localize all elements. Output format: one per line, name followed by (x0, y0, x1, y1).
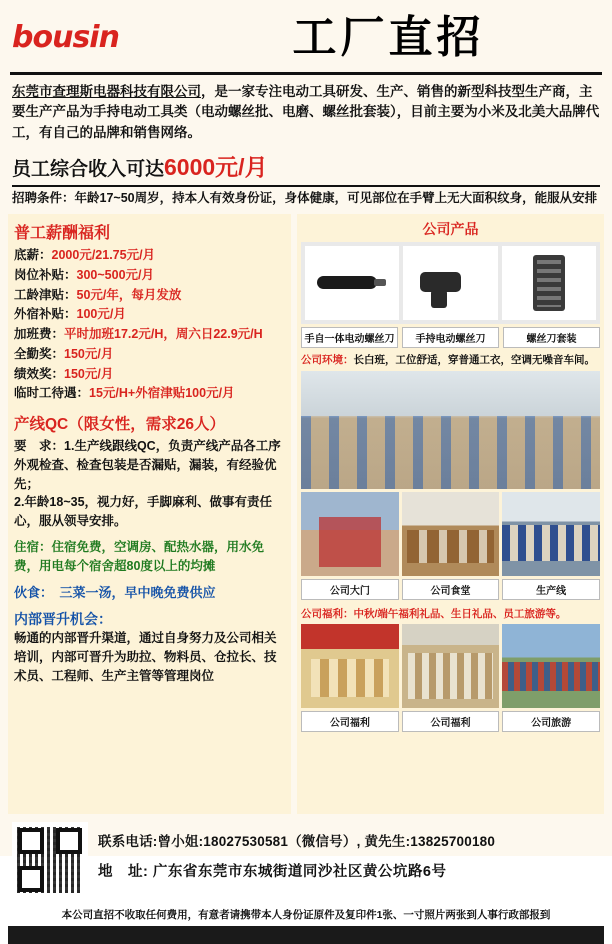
welfare-caption: 公司旅游 (502, 711, 600, 732)
benefit-value: 100元/月 (76, 307, 126, 322)
bit-set-icon (533, 255, 565, 311)
benefit-value: 150元/月 (64, 346, 114, 361)
product-image-screwdriver-auto (305, 246, 399, 320)
poster-footer (8, 820, 604, 898)
benefit-row (14, 286, 285, 305)
media-column (297, 214, 604, 814)
income-label: 员工综合收入可达 (12, 158, 165, 180)
lodging-info (14, 538, 285, 576)
promotion-title: 内部晋升机会： (14, 611, 112, 628)
benefit-row (14, 325, 285, 344)
photo-canteen (402, 492, 500, 576)
address-label: 地 址: (98, 864, 149, 881)
benefit-label: 底薪： (14, 248, 52, 263)
screwdriver-auto-icon (313, 270, 390, 296)
page-title: 工厂直招 (292, 12, 485, 63)
contact-block (88, 820, 600, 881)
welfare-line (301, 606, 600, 621)
welfare-caption: 公司福利 (301, 711, 399, 732)
benefit-label: 外宿补贴： (14, 307, 77, 322)
welfare-label: 公司福利： (301, 607, 354, 620)
benefit-row (14, 384, 285, 403)
footer-note: 本公司直招不收取任何费用，有意者请携带本人身份证原件及复印件1张、一寸照片两张到人事行政部报到 (61, 909, 551, 922)
contact-phones: 联系电话:曾小姐:18027530581（微信号）, 黄先生:13825700180 (98, 834, 496, 850)
intro-company-name: 东莞市查理斯电器科技有限公司 (12, 84, 201, 99)
company-logo: bousin (12, 20, 119, 55)
income-highlight (8, 149, 604, 187)
environment-captions (301, 579, 600, 600)
meal-info: 伙食： 三菜一汤，早中晚免费供应 (14, 585, 216, 601)
benefit-row (14, 246, 285, 265)
benefit-row (14, 365, 285, 384)
environment-photo-row (301, 492, 600, 576)
intro-paragraph (8, 82, 604, 143)
benefit-label: 加班费： (14, 327, 65, 342)
product-image-row (301, 242, 600, 324)
welfare-captions (301, 711, 600, 732)
header-divider (10, 72, 602, 75)
environment-caption: 公司大门 (301, 579, 399, 600)
recruit-conditions: 招聘条件：年龄17~50周岁，持本人有效身份证，身体健康，可见部位在手臂上无大面积纹身，能服从安排 (12, 190, 598, 205)
salary-benefits-column (8, 214, 291, 814)
qr-eye-icon (56, 828, 82, 854)
poster-header (8, 6, 604, 68)
benefit-row (14, 345, 285, 364)
product-image-bit-set (502, 246, 596, 320)
benefit-row (14, 305, 285, 324)
qr-eye-icon (18, 828, 44, 854)
environment-line (301, 353, 600, 368)
photo-welfare-event (301, 624, 399, 708)
product-captions (301, 327, 600, 348)
lodging-label: 住宿： (14, 539, 52, 554)
benefit-label: 工龄津贴： (14, 287, 77, 302)
lodging-text: 住宿免费，空调房、配热水器，用水免费，用电每个宿舍超80度以上的均摊 (14, 539, 265, 573)
section-title-qc: 产线QC（限女性，需求26人） (14, 416, 225, 434)
qc-req-1: 1.生产线跟线QC，负责产线产品各工序外观检查、检查包装是否漏贴，漏装，有经验优先； (14, 439, 281, 491)
benefit-label: 绩效奖： (14, 366, 65, 381)
qr-eye-icon (18, 866, 44, 892)
product-caption: 手持电动螺丝刀 (402, 327, 499, 348)
benefit-value: 2000元/21.75元/月 (51, 248, 156, 263)
photo-workshop (301, 371, 600, 489)
benefit-value: 15元/H+外宿津贴100元/月 (89, 386, 235, 401)
wechat-qr-code[interactable] (12, 822, 88, 898)
benefit-value: 50元/年，每月发放 (76, 287, 182, 302)
footer-bar (8, 926, 604, 944)
benefit-value: 150元/月 (64, 366, 114, 381)
benefit-row (14, 266, 285, 285)
section-title-salary: 普工薪酬福利 (14, 225, 111, 243)
product-caption: 手自一体电动螺丝刀 (301, 327, 398, 348)
environment-caption: 公司食堂 (402, 579, 500, 600)
welfare-text: 中秋/端午福利礼品、生日礼品、员工旅游等。 (353, 607, 567, 620)
intro-text: ，是一家专注电动工具研发、生产、销售的新型科技型生产商，主要生产产品为手持电动工具类（电动螺丝批、电磨、螺丝批套装），目前主要为小米及北美大品牌代工，有自己的品牌和销售网络。 (12, 84, 600, 140)
benefit-label: 临时工待遇： (14, 386, 90, 401)
poster-body (8, 214, 604, 814)
environment-label: 公司环境： (301, 354, 354, 367)
benefit-label: 岗位补贴： (14, 267, 77, 282)
screwdriver-handheld-icon (412, 270, 489, 296)
product-caption: 螺丝刀套装 (503, 327, 600, 348)
qc-requirements (14, 437, 285, 531)
contact-address (98, 860, 600, 881)
address-value: 广东省东莞市东城街道同沙社区黄公坑路6号 (152, 864, 447, 881)
photo-company-trip (502, 624, 600, 708)
photo-welfare-gifts (402, 624, 500, 708)
photo-production-line (502, 492, 600, 576)
photo-company-gate (301, 492, 399, 576)
welfare-photo-row (301, 624, 600, 708)
environment-caption: 生产线 (502, 579, 600, 600)
benefit-value: 平时加班17.2元/H，周六日22.9元/H (64, 327, 263, 342)
benefit-value: 300~500元/月 (76, 267, 154, 282)
welfare-caption: 公司福利 (402, 711, 500, 732)
product-image-screwdriver-handheld (403, 246, 497, 320)
promotion-text: 畅通的内部晋升渠道，通过自身努力及公司相关培训，内部可晋升为助拉、物料员、仓拉长、技术员、工程师、生产主管等管理岗位 (14, 631, 277, 683)
qc-req-label: 要 求： (14, 439, 65, 454)
income-amount: 6000元/月 (164, 153, 268, 180)
environment-text: 长白班，工位舒适，穿普通工衣，空调无噪音车间。 (353, 354, 595, 367)
products-title: 公司产品 (422, 221, 479, 238)
benefit-label: 全勤奖： (14, 346, 65, 361)
qc-req-2: 2.年龄18~35，视力好，手脚麻利、做事有责任心，服从领导安排。 (14, 495, 273, 529)
